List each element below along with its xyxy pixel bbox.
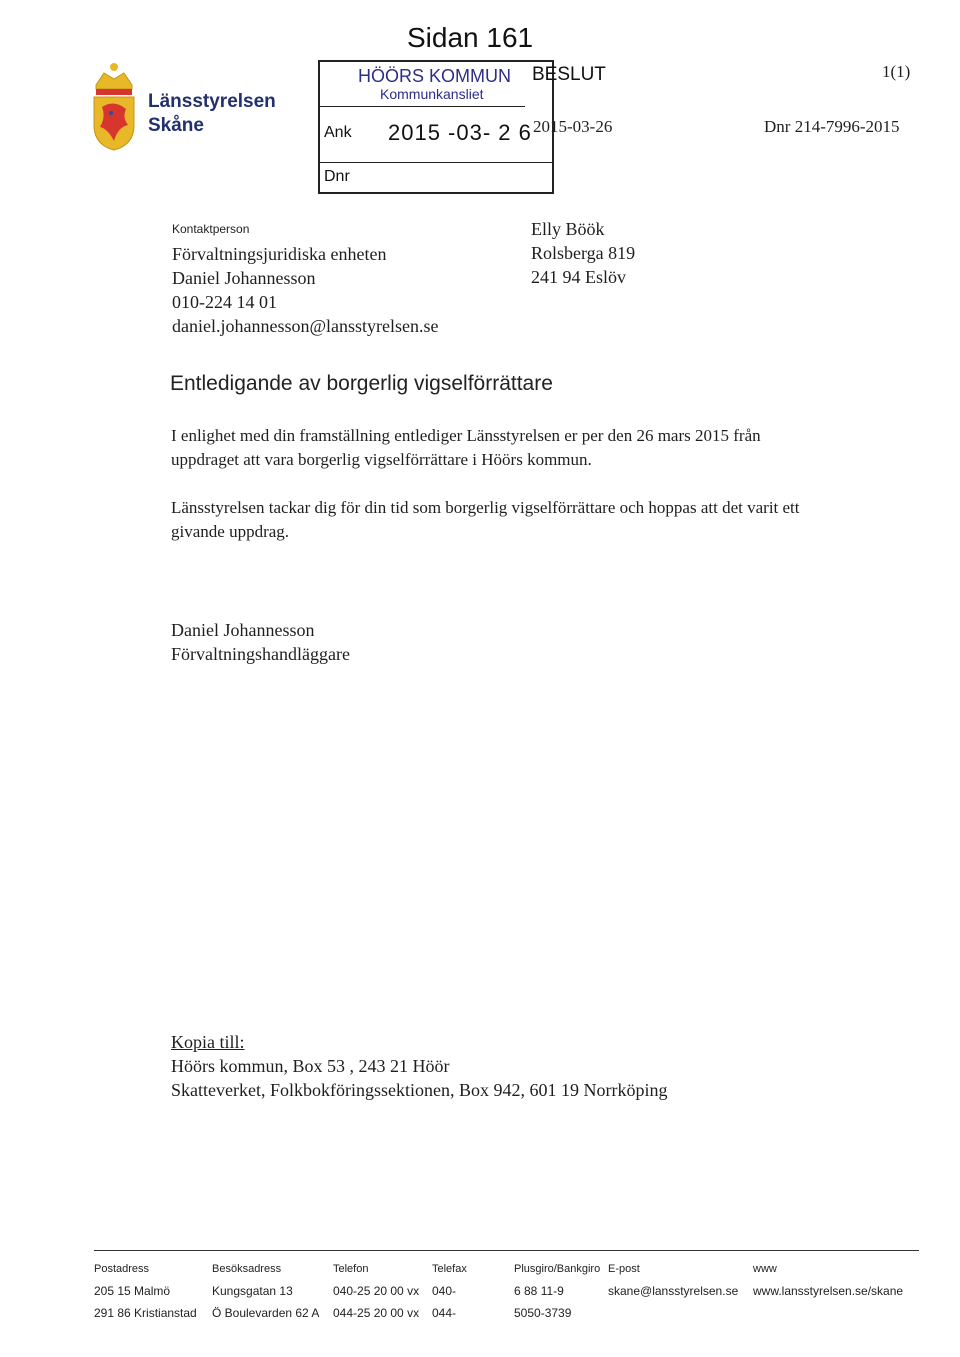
- footer-cell: 044-: [432, 1306, 457, 1320]
- footer-cell: Ö Boulevarden 62 A: [212, 1306, 320, 1320]
- footer-column-visiting: [212, 1258, 319, 1324]
- stamp-divider: [320, 162, 554, 163]
- received-stamp: [318, 60, 554, 194]
- footer-column-header: Besöksadress: [212, 1263, 282, 1275]
- stamp-organization: HÖÖRS KOMMUN: [358, 66, 511, 86]
- stamp-received-date: 2015 -03- 2 6: [388, 120, 532, 145]
- contact-label: Kontaktperson: [172, 222, 250, 236]
- footer-cell: skane@lansstyrelsen.se: [608, 1284, 739, 1298]
- footer-column-www: [753, 1258, 903, 1302]
- copies-title: Kopia till:: [171, 1032, 245, 1052]
- contact-name: Daniel Johannesson: [172, 268, 316, 288]
- recipient-city: 241 94 Eslöv: [531, 267, 627, 287]
- document-type: BESLUT: [532, 64, 606, 85]
- letter-heading: Entledigande av borgerlig vigselförrättare: [170, 372, 553, 395]
- footer-column-phone: [333, 1258, 419, 1324]
- contact-phone: 010-224 14 01: [172, 292, 277, 312]
- footer-cell: 040-25 20 00 vx: [333, 1284, 420, 1298]
- recipient-name: Elly Böök: [531, 219, 605, 239]
- contact-block: [172, 242, 439, 338]
- footer-column-header: Plusgiro/Bankgiro: [514, 1263, 601, 1275]
- copies-recipient: Skatteverket, Folkbokföringssektionen, Box 942, 601 19 Norrköping: [171, 1080, 668, 1100]
- page-count: 1(1): [882, 62, 911, 81]
- recipient-address: [531, 217, 635, 289]
- brand-line-2: Skåne: [148, 115, 204, 136]
- document-dnr: Dnr 214-7996-2015: [764, 117, 900, 136]
- brand-name: [148, 90, 276, 138]
- stamp-ank-label: Ank: [324, 124, 352, 141]
- brand-line-1: Länsstyrelsen: [148, 91, 276, 112]
- document-date: 2015-03-26: [533, 117, 613, 136]
- stamp-divider: [320, 106, 525, 107]
- body-paragraph: I enlighet med din framställning entlediger Länsstyrelsen er per den 26 mars 2015 från uppdraget att vara borgerlig vigselförrättare i Höörs kommun.: [171, 426, 761, 469]
- copies-block: [171, 1030, 667, 1102]
- footer-cell: www.lansstyrelsen.se/skane: [753, 1284, 904, 1298]
- footer-cell: Kungsgatan 13: [212, 1284, 293, 1298]
- body-paragraph: Länsstyrelsen tackar dig för din tid som borgerlig vigselförrättare och hoppas att det varit ett givande uppdrag.: [171, 498, 800, 541]
- contact-email: daniel.johannesson@lansstyrelsen.se: [172, 316, 439, 336]
- footer-column-postal: [94, 1258, 197, 1324]
- footer-cell: 291 86 Kristianstad: [94, 1306, 197, 1320]
- footer-column-giro: [514, 1258, 600, 1324]
- stamp-department: Kommunkansliet: [380, 86, 484, 102]
- signature-block: [171, 618, 350, 666]
- footer-column-fax: [432, 1258, 467, 1324]
- footer-cell: 044-25 20 00 vx: [333, 1306, 420, 1320]
- signature-title: Förvaltningshandläggare: [171, 644, 350, 664]
- footer-cell: 040-: [432, 1284, 457, 1298]
- footer-divider: [94, 1250, 919, 1251]
- footer-column-header: Telefax: [432, 1263, 467, 1275]
- footer-column-email: [608, 1258, 738, 1302]
- contact-unit: Förvaltningsjuridiska enheten: [172, 244, 387, 264]
- footer-column-header: www: [753, 1263, 777, 1275]
- footer-cell: 205 15 Malmö: [94, 1284, 171, 1298]
- footer-column-header: E-post: [608, 1263, 640, 1275]
- footer-column-header: Telefon: [333, 1263, 369, 1275]
- footer-cell: 5050-3739: [514, 1306, 572, 1320]
- signature-name: Daniel Johannesson: [171, 620, 315, 640]
- recipient-street: Rolsberga 819: [531, 243, 636, 263]
- copies-recipient: Höörs kommun, Box 53 , 243 21 Höör: [171, 1056, 450, 1076]
- lansstyrelsen-skane-coat-of-arms-logo: [88, 55, 140, 151]
- footer-cell: 6 88 11-9: [514, 1284, 564, 1298]
- stamp-dnr-label: Dnr: [324, 168, 350, 185]
- page-number-stamp: Sidan 161: [407, 22, 534, 53]
- footer-column-header: Postadress: [94, 1263, 150, 1275]
